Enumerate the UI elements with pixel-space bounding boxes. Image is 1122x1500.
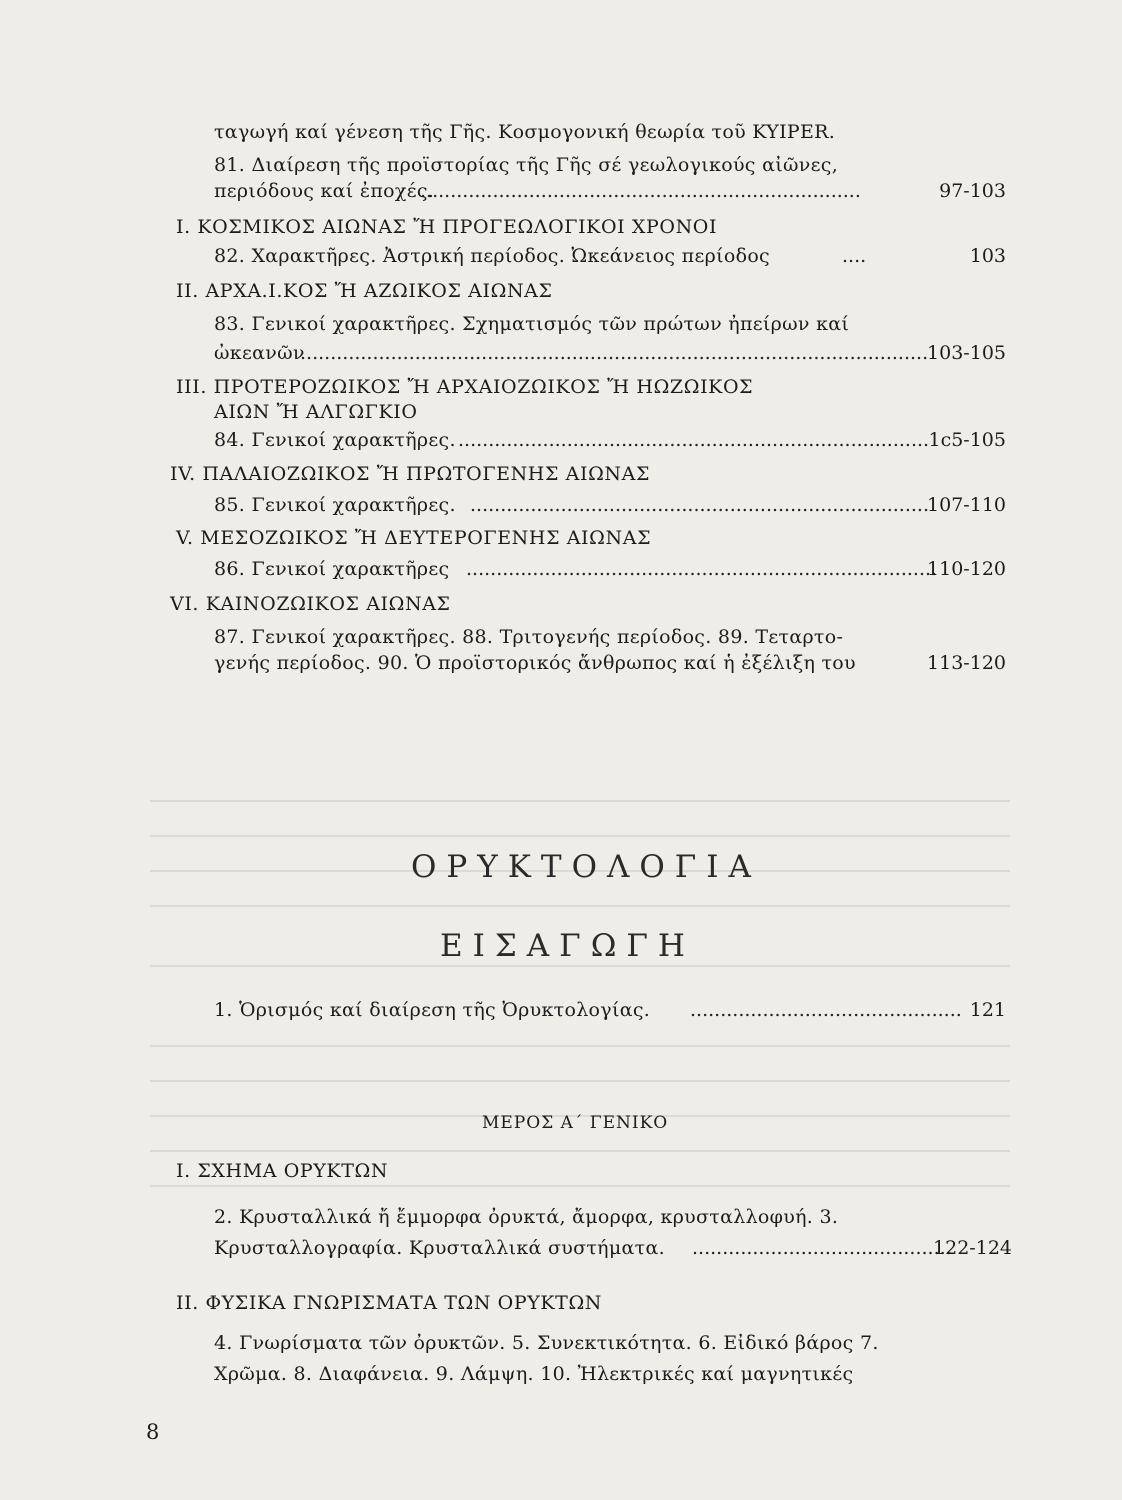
page-ref: 1ϲ5-105	[928, 429, 1006, 451]
toc-line: 4. Γνωρίσματα τῶν ὀρυκτῶν. 5. Συνεκτικότητα. 6. Εἰδικό βάρος 7.	[214, 1332, 879, 1354]
section-heading: II. ΦΥΣΙΚΑ ΓΝΩΡΙΣΜΑΤΑ ΤΩΝ ΟΡΥΚΤΩΝ	[176, 1292, 603, 1314]
section-heading: II. ΑΡΧΑ.Ι.ΚΟΣ Ἤ ΑΖΩΙΚΟΣ ΑΙΩΝΑΣ	[176, 280, 553, 302]
leader-dots: .........................................................................	[420, 180, 861, 202]
part-heading: ΜΕΡΟΣ Α΄ ΓΕΝΙΚΟ	[482, 1113, 669, 1133]
page-ref: 121	[969, 999, 1006, 1021]
toc-line: γενής περίοδος. 90. Ὁ προϊστορικός ἄνθρωπος καί ἡ ἐξέλιξη του	[214, 652, 856, 674]
section-heading: III. ΠΡΟΤΕΡΟΖΩΙΚΟΣ Ἤ ΑΡΧΑΙΟΖΩΙΚΟΣ Ἤ ΗΩΖΩΙΚΟΣ	[176, 376, 754, 398]
toc-line: 2. Κρυσταλλικά ἤ ἔμμορφα ὀρυκτά, ἄμορφα, κρυσταλλοφυή. 3.	[214, 1206, 839, 1228]
section-heading: V. ΜΕΣΟΖΩΙΚΟΣ Ἤ ΔΕΥΤΕΡΟΓΕΝΗΣ ΑΙΩΝΑΣ	[176, 527, 652, 549]
leader-dots: ............................................................................	[470, 494, 930, 516]
toc-line: 83. Γενικοί χαρακτῆρες. Σχηματισμός τῶν πρώτων ἠπείρων καί	[214, 313, 850, 335]
toc-line: Χρῶμα. 8. Διαφάνεια. 9. Λάμψη. 10. Ἠλεκτρικές καί μαγνητικές	[214, 1363, 854, 1385]
leader-dots: ..............................................................................	[466, 558, 938, 580]
toc-line: 86. Γενικοί χαρακτῆρες	[214, 558, 450, 580]
section-heading: Ι. ΚΟΣΜΙΚΟΣ ΑΙΩΝΑΣ Ἤ ΠΡΟΓΕΩΛΟΓΙΚΟΙ ΧΡΟΝΟΙ	[176, 216, 718, 238]
page-ref: 103	[969, 245, 1006, 267]
page-ref: 113-120	[927, 652, 1006, 674]
page-ref: 97-103	[939, 180, 1006, 202]
page-ref: 103-105	[927, 342, 1006, 364]
toc-line: 85. Γενικοί χαρακτῆρες.	[214, 494, 456, 516]
toc-line: 81. Διαίρεση τῆς προϊστορίας τῆς Γῆς σέ γεωλογικούς αἰῶνες,	[214, 154, 839, 176]
leader-dots: ....	[842, 245, 867, 267]
toc-line: 1. Ὁρισμός καί διαίρεση τῆς Ὀρυκτολογίας.	[214, 999, 651, 1021]
toc-line: 87. Γενικοί χαρακτῆρες. 88. Τριτογενής περίοδος. 89. Τεταρτο-	[214, 626, 844, 648]
toc-line: 82. Χαρακτῆρες. Ἀστρική περίοδος. Ὠκεάνειος περίοδος	[214, 245, 770, 267]
main-title: ΟΡΥΚΤΟΛΟΓΙΑ	[411, 849, 761, 885]
leader-dots: .............................................	[690, 999, 962, 1021]
toc-line: περιόδους καί ἐποχές.	[214, 180, 435, 202]
page-ref: 122-124	[933, 1237, 1012, 1259]
leader-dots: ..............................................................................	[458, 429, 930, 451]
section-heading: ΑΙΩΝ Ἤ ΑΛΓΩΓΚΙΟ	[214, 401, 418, 423]
page-ref: 110-120	[927, 558, 1006, 580]
page-ref: 107-110	[927, 494, 1006, 516]
toc-line: ταγωγή καί γένεση τῆς Γῆς. Κοσμογονική θεωρία τοῦ KYIPER.	[214, 121, 836, 143]
section-heading: IV. ΠΑΛΑΙΟΖΩΙΚΟΣ Ἤ ΠΡΩΤΟΓΕΝΗΣ ΑΙΩΝΑΣ	[170, 463, 651, 485]
section-heading: VI. ΚΑΙΝΟΖΩΙΚΟΣ ΑΙΩΝΑΣ	[170, 593, 451, 615]
section-heading: Ι. ΣΧΗΜΑ ΟΡΥΚΤΩΝ	[176, 1160, 389, 1182]
introduction-heading: ΕΙΣΑΓΩΓΗ	[440, 928, 695, 964]
toc-line: ὠκεανῶν	[214, 342, 305, 364]
leader-dots: ........................................................................................................	[300, 342, 929, 364]
leader-dots: ...........................................	[692, 1237, 952, 1259]
toc-line: Κρυσταλλογραφία. Κρυσταλλικά συστήματα.	[214, 1237, 665, 1259]
toc-line: 84. Γενικοί χαρακτῆρες.	[214, 429, 456, 451]
page-number: 8	[146, 1420, 160, 1444]
